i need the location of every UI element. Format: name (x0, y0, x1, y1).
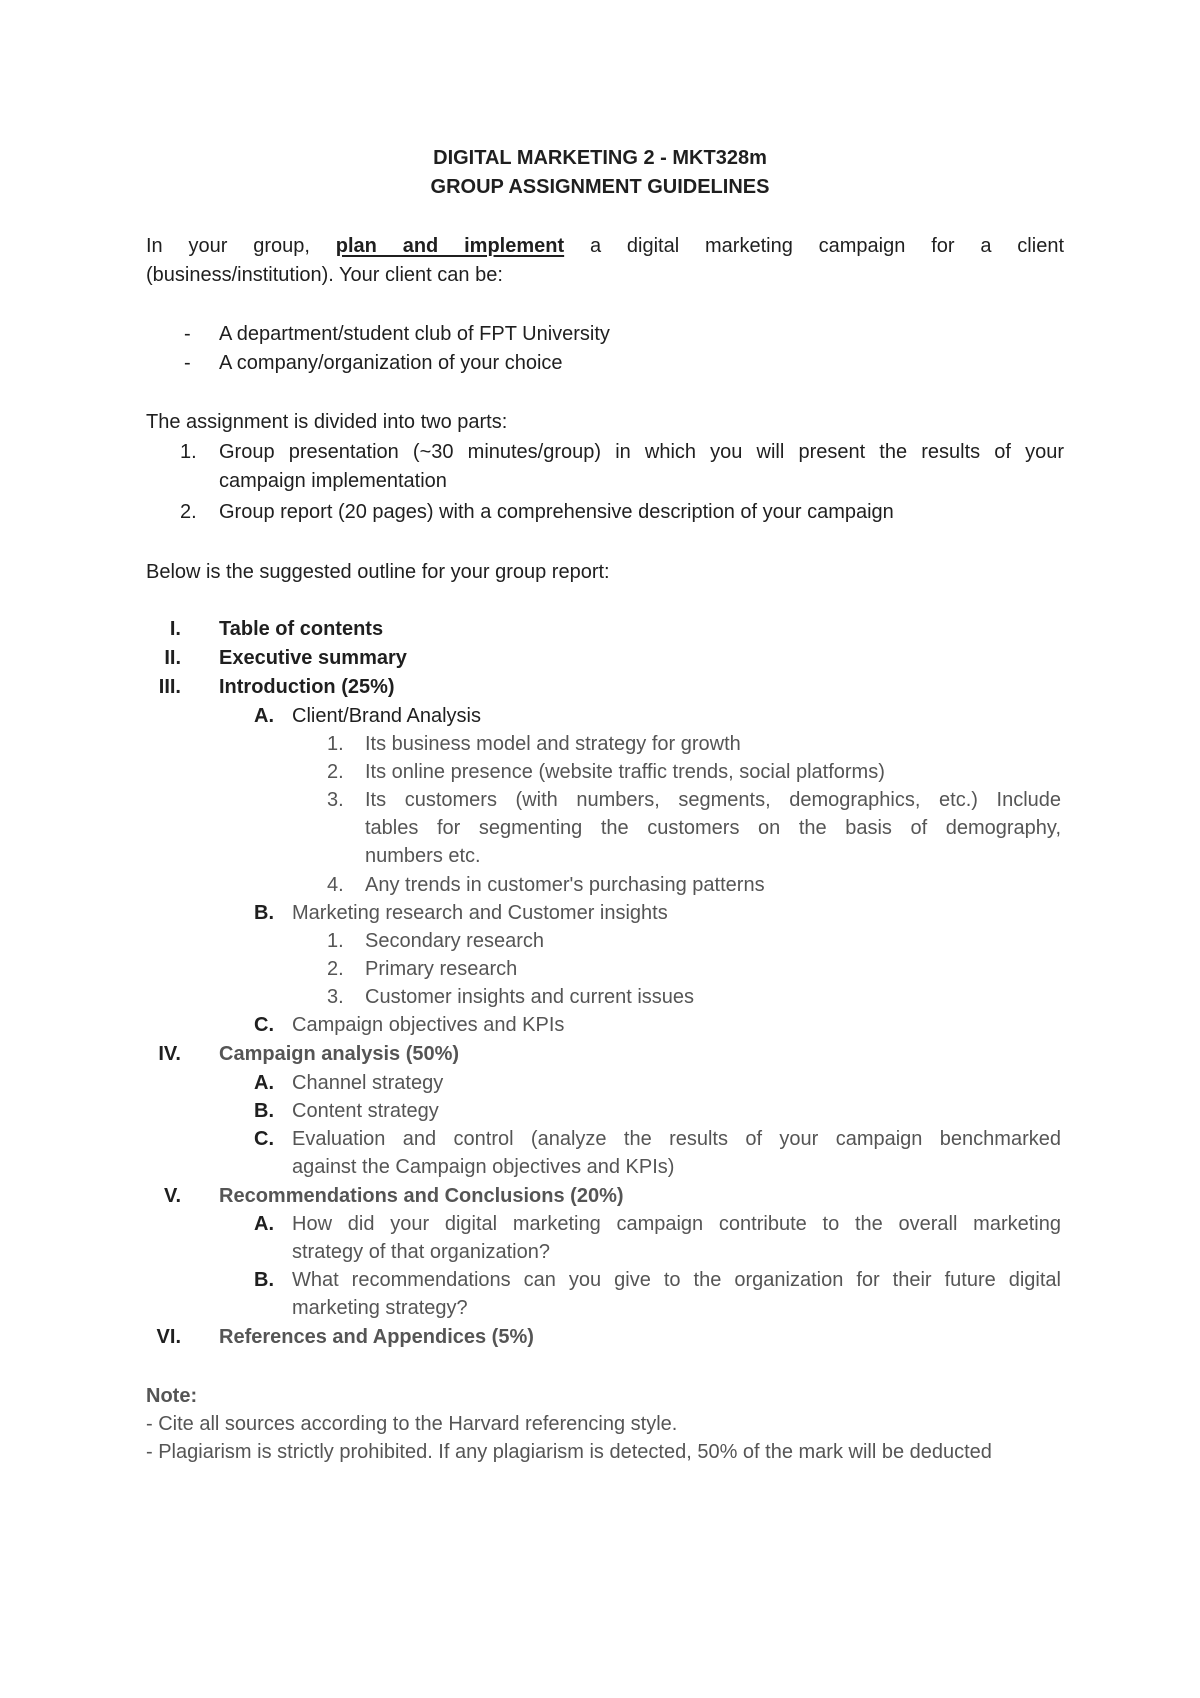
section-heading: Campaign analysis (50%) (219, 1043, 460, 1065)
note-heading: Note: (146, 1385, 198, 1407)
subsection-marker: A. (254, 1213, 274, 1235)
section-numeral: IV. (158, 1043, 181, 1065)
subsection-heading: Channel strategy (292, 1072, 444, 1094)
list-number: 2. (327, 761, 344, 783)
list-number: 1. (180, 441, 197, 463)
client-option: A company/organization of your choice (219, 352, 563, 374)
section-heading: Recommendations and Conclusions (20%) (219, 1185, 624, 1207)
list-number: 1. (327, 733, 344, 755)
list-number: 3. (327, 986, 344, 1008)
outline-item: Secondary research (365, 930, 544, 952)
subsection-marker: C. (254, 1014, 274, 1036)
section-numeral: II. (164, 647, 181, 669)
subsection-heading: What recommendations can you give to the organization for their future digital (292, 1269, 1061, 1291)
subsection-heading: strategy of that organization? (292, 1241, 550, 1263)
bullet-marker: - (184, 323, 191, 345)
part-item-line: campaign implementation (219, 470, 447, 492)
client-option: A department/student club of FPT University (219, 323, 610, 345)
list-number: 3. (327, 789, 344, 811)
section-heading: Table of contents (219, 618, 384, 640)
subsection-marker: B. (254, 1100, 274, 1122)
part-item-line: Group presentation (~30 minutes/group) in which you will present the results of your (219, 441, 1064, 463)
section-heading: Introduction (25%) (219, 676, 395, 698)
subsection-marker: B. (254, 1269, 274, 1291)
subsection-marker: A. (254, 1072, 274, 1094)
subsection-heading: Campaign objectives and KPIs (292, 1014, 565, 1036)
subsection-marker: A. (254, 705, 274, 727)
outline-item: tables for segmenting the customers on the basis of demography, (365, 817, 1061, 839)
section-heading: Executive summary (219, 647, 407, 669)
outline-item: numbers etc. (365, 845, 481, 867)
intro-line-1 (146, 234, 1064, 258)
outline-item: Primary research (365, 958, 518, 980)
outline-item: Any trends in customer's purchasing patterns (365, 874, 765, 896)
list-number: 4. (327, 874, 344, 896)
section-numeral: VI. (156, 1326, 181, 1348)
list-number: 2. (327, 958, 344, 980)
parts-lead: The assignment is divided into two parts: (146, 411, 508, 433)
part-item-line: Group report (20 pages) with a comprehensive description of your campaign (219, 501, 894, 523)
outline-lead: Below is the suggested outline for your group report: (146, 561, 610, 583)
outline-item: Its customers (with numbers, segments, demographics, etc.) Include (365, 789, 1061, 811)
note-line: - Cite all sources according to the Harvard referencing style. (146, 1413, 678, 1435)
intro-line-2: (business/institution). Your client can be: (146, 264, 503, 286)
subsection-heading: Marketing research and Customer insights (292, 902, 668, 924)
outline-item: Customer insights and current issues (365, 986, 695, 1008)
subsection-marker: C. (254, 1128, 274, 1150)
subsection-heading: Evaluation and control (analyze the results of your campaign benchmarked (292, 1128, 1061, 1150)
bullet-marker: - (184, 352, 191, 374)
intro-pre: In your group, (146, 235, 336, 257)
subsection-heading: Client/Brand Analysis (292, 705, 481, 727)
subsection-heading: How did your digital marketing campaign contribute to the overall marketing (292, 1213, 1061, 1235)
section-heading: References and Appendices (5%) (219, 1326, 534, 1348)
list-number: 1. (327, 930, 344, 952)
document-title: DIGITAL MARKETING 2 - MKT328m (433, 147, 767, 169)
outline-item: Its online presence (website traffic trends, social platforms) (365, 761, 885, 783)
intro-emphasis: plan and implement (335, 235, 565, 257)
intro-post: a digital marketing campaign for a client (564, 235, 1064, 257)
section-numeral: III. (158, 676, 181, 698)
document-subtitle: GROUP ASSIGNMENT GUIDELINES (430, 176, 770, 198)
list-number: 2. (180, 501, 197, 523)
outline-item: Its business model and strategy for growth (365, 733, 741, 755)
subsection-heading: Content strategy (292, 1100, 439, 1122)
section-numeral: I. (169, 618, 181, 640)
subsection-marker: B. (254, 902, 274, 924)
section-numeral: V. (163, 1185, 181, 1207)
subsection-heading: against the Campaign objectives and KPIs) (292, 1156, 675, 1178)
subsection-heading: marketing strategy? (292, 1297, 468, 1319)
note-line: - Plagiarism is strictly prohibited. If any plagiarism is detected, 50% of the mark will be deducted (146, 1441, 992, 1463)
